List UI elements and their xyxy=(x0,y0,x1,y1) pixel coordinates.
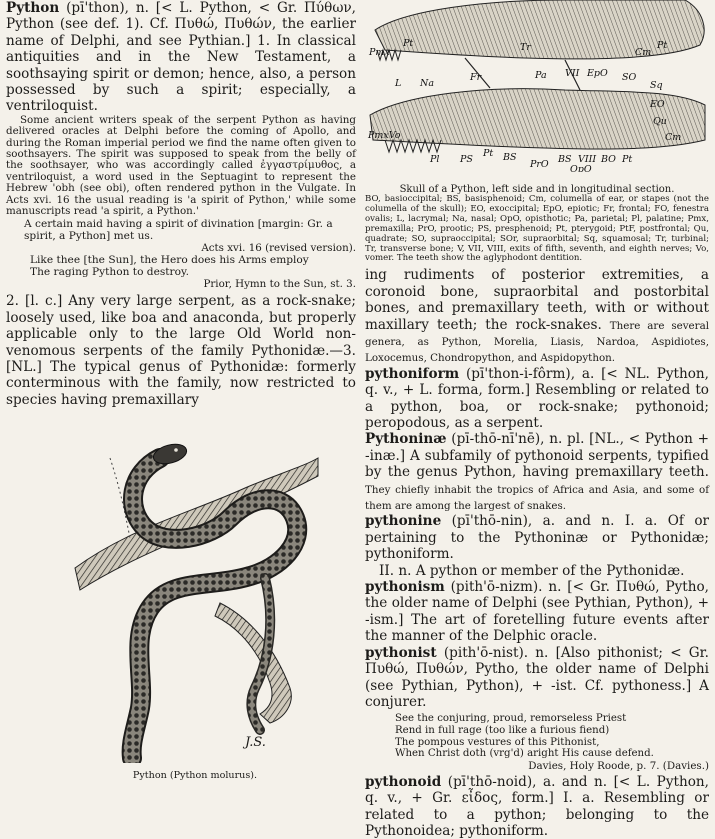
verse-line-2: Rend in full rage (too like a furious fiend) xyxy=(395,724,610,736)
headword-pythonine: pythonine xyxy=(365,513,442,530)
artist-signature: J.S. xyxy=(245,735,266,750)
skull-label-tr: Tr xyxy=(520,42,531,53)
verse-line-1: See the conjuring, proud, remorseless Priest xyxy=(395,713,627,725)
skull-label-eo: EO xyxy=(650,99,665,110)
skull-label-so: SO xyxy=(622,72,637,83)
right-column xyxy=(365,184,709,839)
entry-pythoniform xyxy=(365,366,709,432)
pythonism-text: (pith'ō-nizm). n. [< Gr. Πυθώ, Pytho, the older name of Delphi (see Pythian, Python), + -ism.] The art of foretelling future events after the manner of the Delphic oracle. xyxy=(365,579,709,645)
headword-pythonism: pythonism xyxy=(365,579,445,596)
entry-pythonine xyxy=(365,513,709,562)
skull-label-sq: Sq xyxy=(650,80,663,91)
skull-label-pa: Pa xyxy=(535,70,547,81)
entry-pythonism xyxy=(365,579,709,645)
headword-pythoniform: pythoniform xyxy=(365,365,460,382)
quote-prior-line1: Like thee [the Sun], the Hero does his Arms employ xyxy=(30,253,309,266)
skull-label-opo: OpO xyxy=(570,164,592,172)
verse-line-4: When Christ doth (vrg'd) aright His cause defend. xyxy=(395,748,654,760)
python-entry-def1 xyxy=(6,0,356,115)
skull-label-bo: BO xyxy=(601,154,616,165)
python-figure-caption: Python (Python molurus). xyxy=(132,770,258,781)
entry-pythoninae xyxy=(365,431,709,513)
quote-acts: A certain maid having a spirit of divination [margin: Gr. a spirit, a Python] met us. xyxy=(24,217,333,242)
pythonine-text: (pī'thō-nin), a. and n. I. a. Of or pertaining to the Pythoninæ or Pythonidæ; pythoniform. xyxy=(365,513,709,563)
skull-label-bs-1: BS xyxy=(503,152,517,163)
python-def1-text: [< L. Python, < Gr. Πύθων, Python (see def. 1). Cf. Πυθώ, Πυθών, the earlier name of Delphi, and see Pythian.] 1. In classical antiquities and in the New Testament, a soothsaying spirit or demon; hence, also, a person possessed by such a spirit; especially, a ventriloquist. xyxy=(6,0,356,115)
skull-label-epo: EpO xyxy=(587,68,608,79)
pythonine-sense2: II. n. A python or member of the Pythonidæ. xyxy=(379,562,685,579)
skull-label-pro: PrO xyxy=(530,159,549,170)
genus-continuation-text: ing rudiments of posterior extremities, a coronoid bone, supraorbital and postorbital bones, and premaxillary teeth, with or without maxillary teeth; the rock-snakes. xyxy=(365,267,709,333)
verse-cite: Davies, Holy Roode, p. 7. (Davies.) xyxy=(528,759,709,772)
headword-pythonoid: pythonoid xyxy=(365,773,442,790)
skull-label-qu: Qu xyxy=(653,116,667,127)
skull-label-pmxvo: PmxVo xyxy=(368,130,401,141)
left-column xyxy=(6,0,356,408)
skull-legend: BO, basioccipital; BS, basisphenoid; Cm, columella of ear, or stapes (not the columella of the skull); EO, exoccipital; EpO, epiotic; Fr, frontal; FO, fenestra ovalis; L, lacrymal; Na, nasal; OpO, opisthotic; Pa, parietal; Pl, palatine; Pmx, premaxilla; PrO, prootic; PS, presphenoid; Pt, pterygoid; PtF, postfrontal; Qu, quadrate; SO, supraoccipital; SOr, supraorbital; Sq, squamosal; Tr, turbinal; Tr, transverse bone; V, VII, VIII, exits of fifth, seventh, and eighth nerves; Vo, vomer. The teeth show the aglyphodont dentition. xyxy=(365,194,709,264)
python-pron: (pī'thon), n. xyxy=(66,0,149,16)
skull-label-pmx: Pmx xyxy=(369,47,390,58)
cite-prior: Prior, Hymn to the Sun, st. 3. xyxy=(203,278,356,291)
skull-label-cm-2: Cm xyxy=(665,132,682,143)
pythoninae-small: They chiefly inhabit the tropics of Africa and Asia, and some of them are among the largest of snakes. xyxy=(365,483,709,513)
headword-python: Python xyxy=(6,0,60,16)
skull-label-pt-1: Pt xyxy=(403,38,414,49)
skull-label-pt-4: Pt xyxy=(622,154,633,165)
skull-label-vii: VII xyxy=(565,68,580,79)
skull-label-bs-2: BS xyxy=(558,154,572,165)
skull-label-fr: Fr xyxy=(470,72,482,83)
cite-acts: Acts xvi. 16 (revised version). xyxy=(201,241,356,254)
pythoninae-text: (pī-thō-nī'nē), n. pl. [NL., < Python + -inæ.] A subfamily of pythonoid serpents, typified by the genus Python, having premaxillary teeth. xyxy=(365,431,709,481)
genus-continuation xyxy=(365,267,709,365)
pythonist-verse xyxy=(365,713,709,771)
pythoniform-text: (pī'thon-i-fôrm), a. [< NL. Python, q. v., + L. forma, form.] Resembling or related to a python, boa, or rock-snake; pythonoid; peropodous, as a serpent. xyxy=(365,365,709,431)
python-snake-drawing xyxy=(70,418,320,763)
skull-illustration xyxy=(365,0,709,172)
quote-prior-line2: The raging Python to destroy. xyxy=(30,266,189,279)
skull-caption: Skull of a Python, left side and in longitudinal section. xyxy=(399,184,675,195)
skull-label-na: Na xyxy=(420,78,434,89)
verse-line-3: The pompous vestures of this Pithonist, xyxy=(395,736,600,748)
entry-pythonist xyxy=(365,645,709,711)
entry-pythonoid xyxy=(365,774,709,839)
skull-label-cm-1: Cm xyxy=(635,47,652,58)
skull-label-pt-2: Pt xyxy=(657,40,668,51)
skull-drawing xyxy=(365,0,709,172)
genus-continuation-small: There are several genera, as Python, Morelia, Liasis, Nardoa, Aspidiotes, Loxocemus, Chondropython, and Aspidopython. xyxy=(365,319,709,365)
python-note: Some ancient writers speak of the serpent Python as having delivered oracles at Delphi before the coming of Apollo, and during the Roman imperial period we find the name often given to soothsayers. The spirit was supposed to speak from the belly of the soothsayer, who was accordingly called ἐγγαστρίμυθος, a ventriloquist, a word used in the Septuagint to represent the Hebrew 'obh (see obi), often rendered python in the Vulgate. In Acts xvi. 16 the usual reading is 'a spirit of Python,' while some manuscripts read 'a spirit, a Python.' xyxy=(6,113,356,218)
skull-label-l: L xyxy=(395,78,402,89)
skull-label-viii: VIII xyxy=(578,154,597,165)
skull-label-pl: Pl xyxy=(430,154,440,165)
headword-pythonist: pythonist xyxy=(365,644,437,661)
headword-pythoninae: Pythoninæ xyxy=(365,431,447,448)
pythonoid-text: (pī'thō-noid), a. and n. [< L. Python, q. v., + Gr. εἶδος, form.] I. a. Resembling or related to a python; belonging to the Pythonoidea; pythoniform. xyxy=(365,773,709,839)
skull-label-ps: PS xyxy=(460,154,473,165)
python-def2: 2. [l. c.] Any very large serpent, as a rock-snake; loosely used, like boa and anaconda, but properly applicable only to the large Old World non-venomous serpents of the family Pythonidæ.—3. [NL.] The typical genus of Pythonidæ: formerly conterminous with the family, now restricted to species having premaxillary xyxy=(6,293,356,408)
skull-label-pt-3: Pt xyxy=(483,148,494,159)
pythonist-text: (pith'ō-nist). n. [Also pithonist; < Gr. Πυθώ, Πυθών, Pytho, the older name of Delphi (see Pythian, Python), + -ist. Cf. pythoness.] A conjurer. xyxy=(365,644,709,710)
python-illustration xyxy=(70,418,320,763)
